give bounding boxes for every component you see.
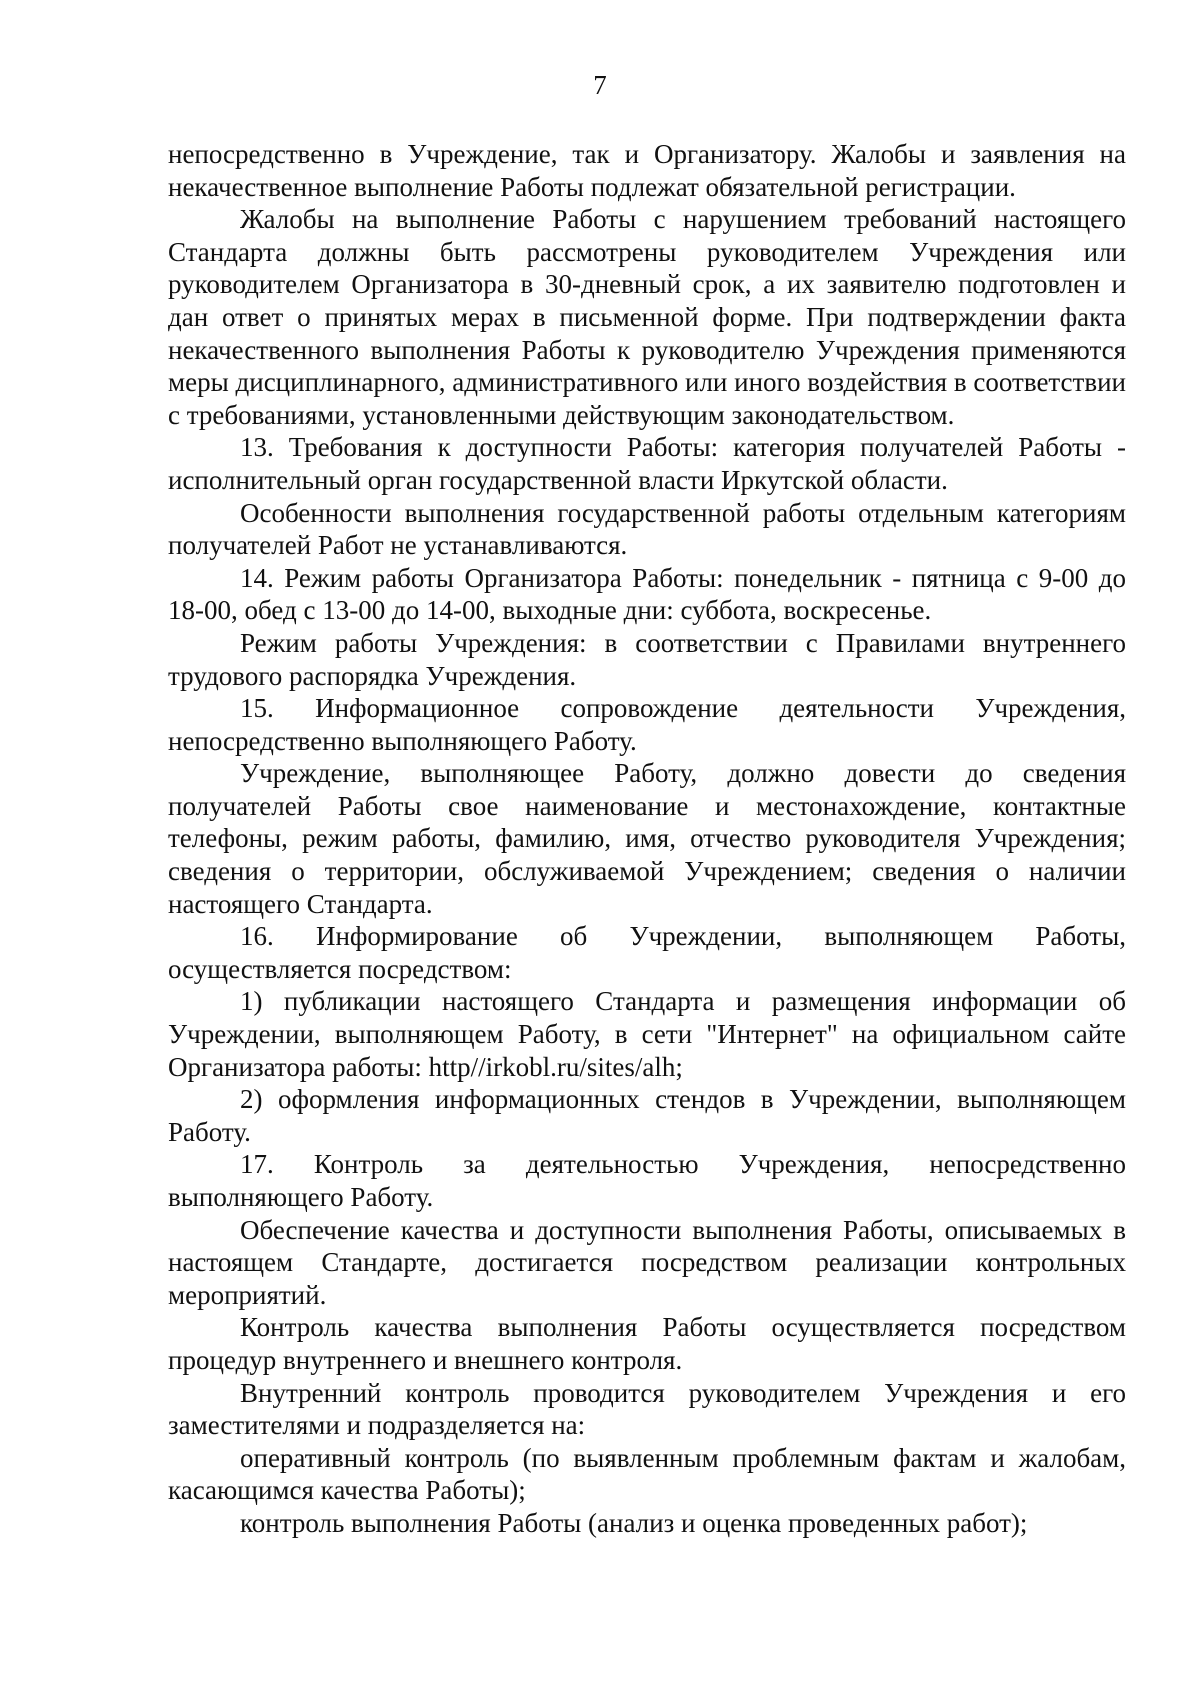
paragraph-item-14: 14. Режим работы Организатора Работы: понедельник - пятница с 9-00 до 18-00, обед с 13-00 до 14-00, выходные дни: суббота, воскресенье. [168, 562, 1126, 626]
paragraph-item-16: 16. Информирование об Учреждении, выполняющем Работы, осуществляется посредством: [168, 921, 1126, 984]
paragraph-item-16-2: 2) оформления информационных стендов в Учреждении, выполняющем Работу. [168, 1084, 1126, 1147]
paragraph-special-categories: Особенности выполнения государственной работы отдельным категориям получателей Работ не устанавливаются. [168, 497, 1126, 561]
document-body [168, 138, 1126, 1540]
paragraph-item-15: 15. Информационное сопровождение деятельности Учреждения, непосредственно выполняющего Работу. [168, 693, 1126, 756]
paragraph-institution-info: Учреждение, выполняющее Работу, должно довести до сведения получателей Работы свое наименование и местонахождение, контактные телефоны, режим работы, фамилию, имя, отчество руководителя Учреждения; сведения о территории, обслуживаемой Учреждением; сведения о наличии настоящего Стандарта. [168, 758, 1126, 919]
paragraph-item-17: 17. Контроль за деятельностью Учреждения, непосредственно выполняющего Работу. [168, 1149, 1126, 1212]
paragraph-institution-schedule: Режим работы Учреждения: в соответствии с Правилами внутреннего трудового распорядка Учреждения. [168, 627, 1126, 691]
paragraph-quality-control: Контроль качества выполнения Работы осуществляется посредством процедур внутреннего и внешнего контроля. [168, 1312, 1126, 1375]
paragraph-operational-control: оперативный контроль (по выявленным проблемным фактам и жалобам, касающимся качества Работы); [168, 1442, 1126, 1506]
paragraph-complaint-review: Жалобы на выполнение Работы с нарушением требований настоящего Стандарта должны быть рассмотрены руководителем Учреждения или руководителем Организатора в 30-дневный срок, а их заявителю подготовлен и дан ответ о принятых мерах в письменной форме. При подтверждении факта некачественного выполнения Работы к руководителю Учреждения применяются меры дисциплинарного, административного или иного воздействия в соответствии с требованиями, установленными действующим законодательством. [168, 204, 1126, 430]
paragraph-item-13: 13. Требования к доступности Работы: категория получателей Работы - исполнительный орган государственной власти Иркутской области. [168, 432, 1126, 495]
paragraph-quality-assurance: Обеспечение качества и доступности выполнения Работы, описываемых в настоящем Стандарте, достигается посредством реализации контрольных мероприятий. [168, 1214, 1126, 1310]
page-number: 7 [593, 70, 607, 100]
paragraph-complaint-registration: непосредственно в Учреждение, так и Организатору. Жалобы и заявления на некачественное выполнение Работы подлежат обязательной регистрации. [168, 139, 1126, 202]
paragraph-execution-control: контроль выполнения Работы (анализ и оценка проведенных работ); [240, 1507, 1028, 1538]
paragraph-item-16-1: 1) публикации настоящего Стандарта и размещения информации об Учреждении, выполняющем Работу, в сети "Интернет" на официальном сайте Организатора работы: http//irkobl.ru/sites/alh; [168, 986, 1126, 1082]
paragraph-internal-control: Внутренний контроль проводится руководителем Учреждения и его заместителями и подразделяется на: [168, 1377, 1126, 1441]
